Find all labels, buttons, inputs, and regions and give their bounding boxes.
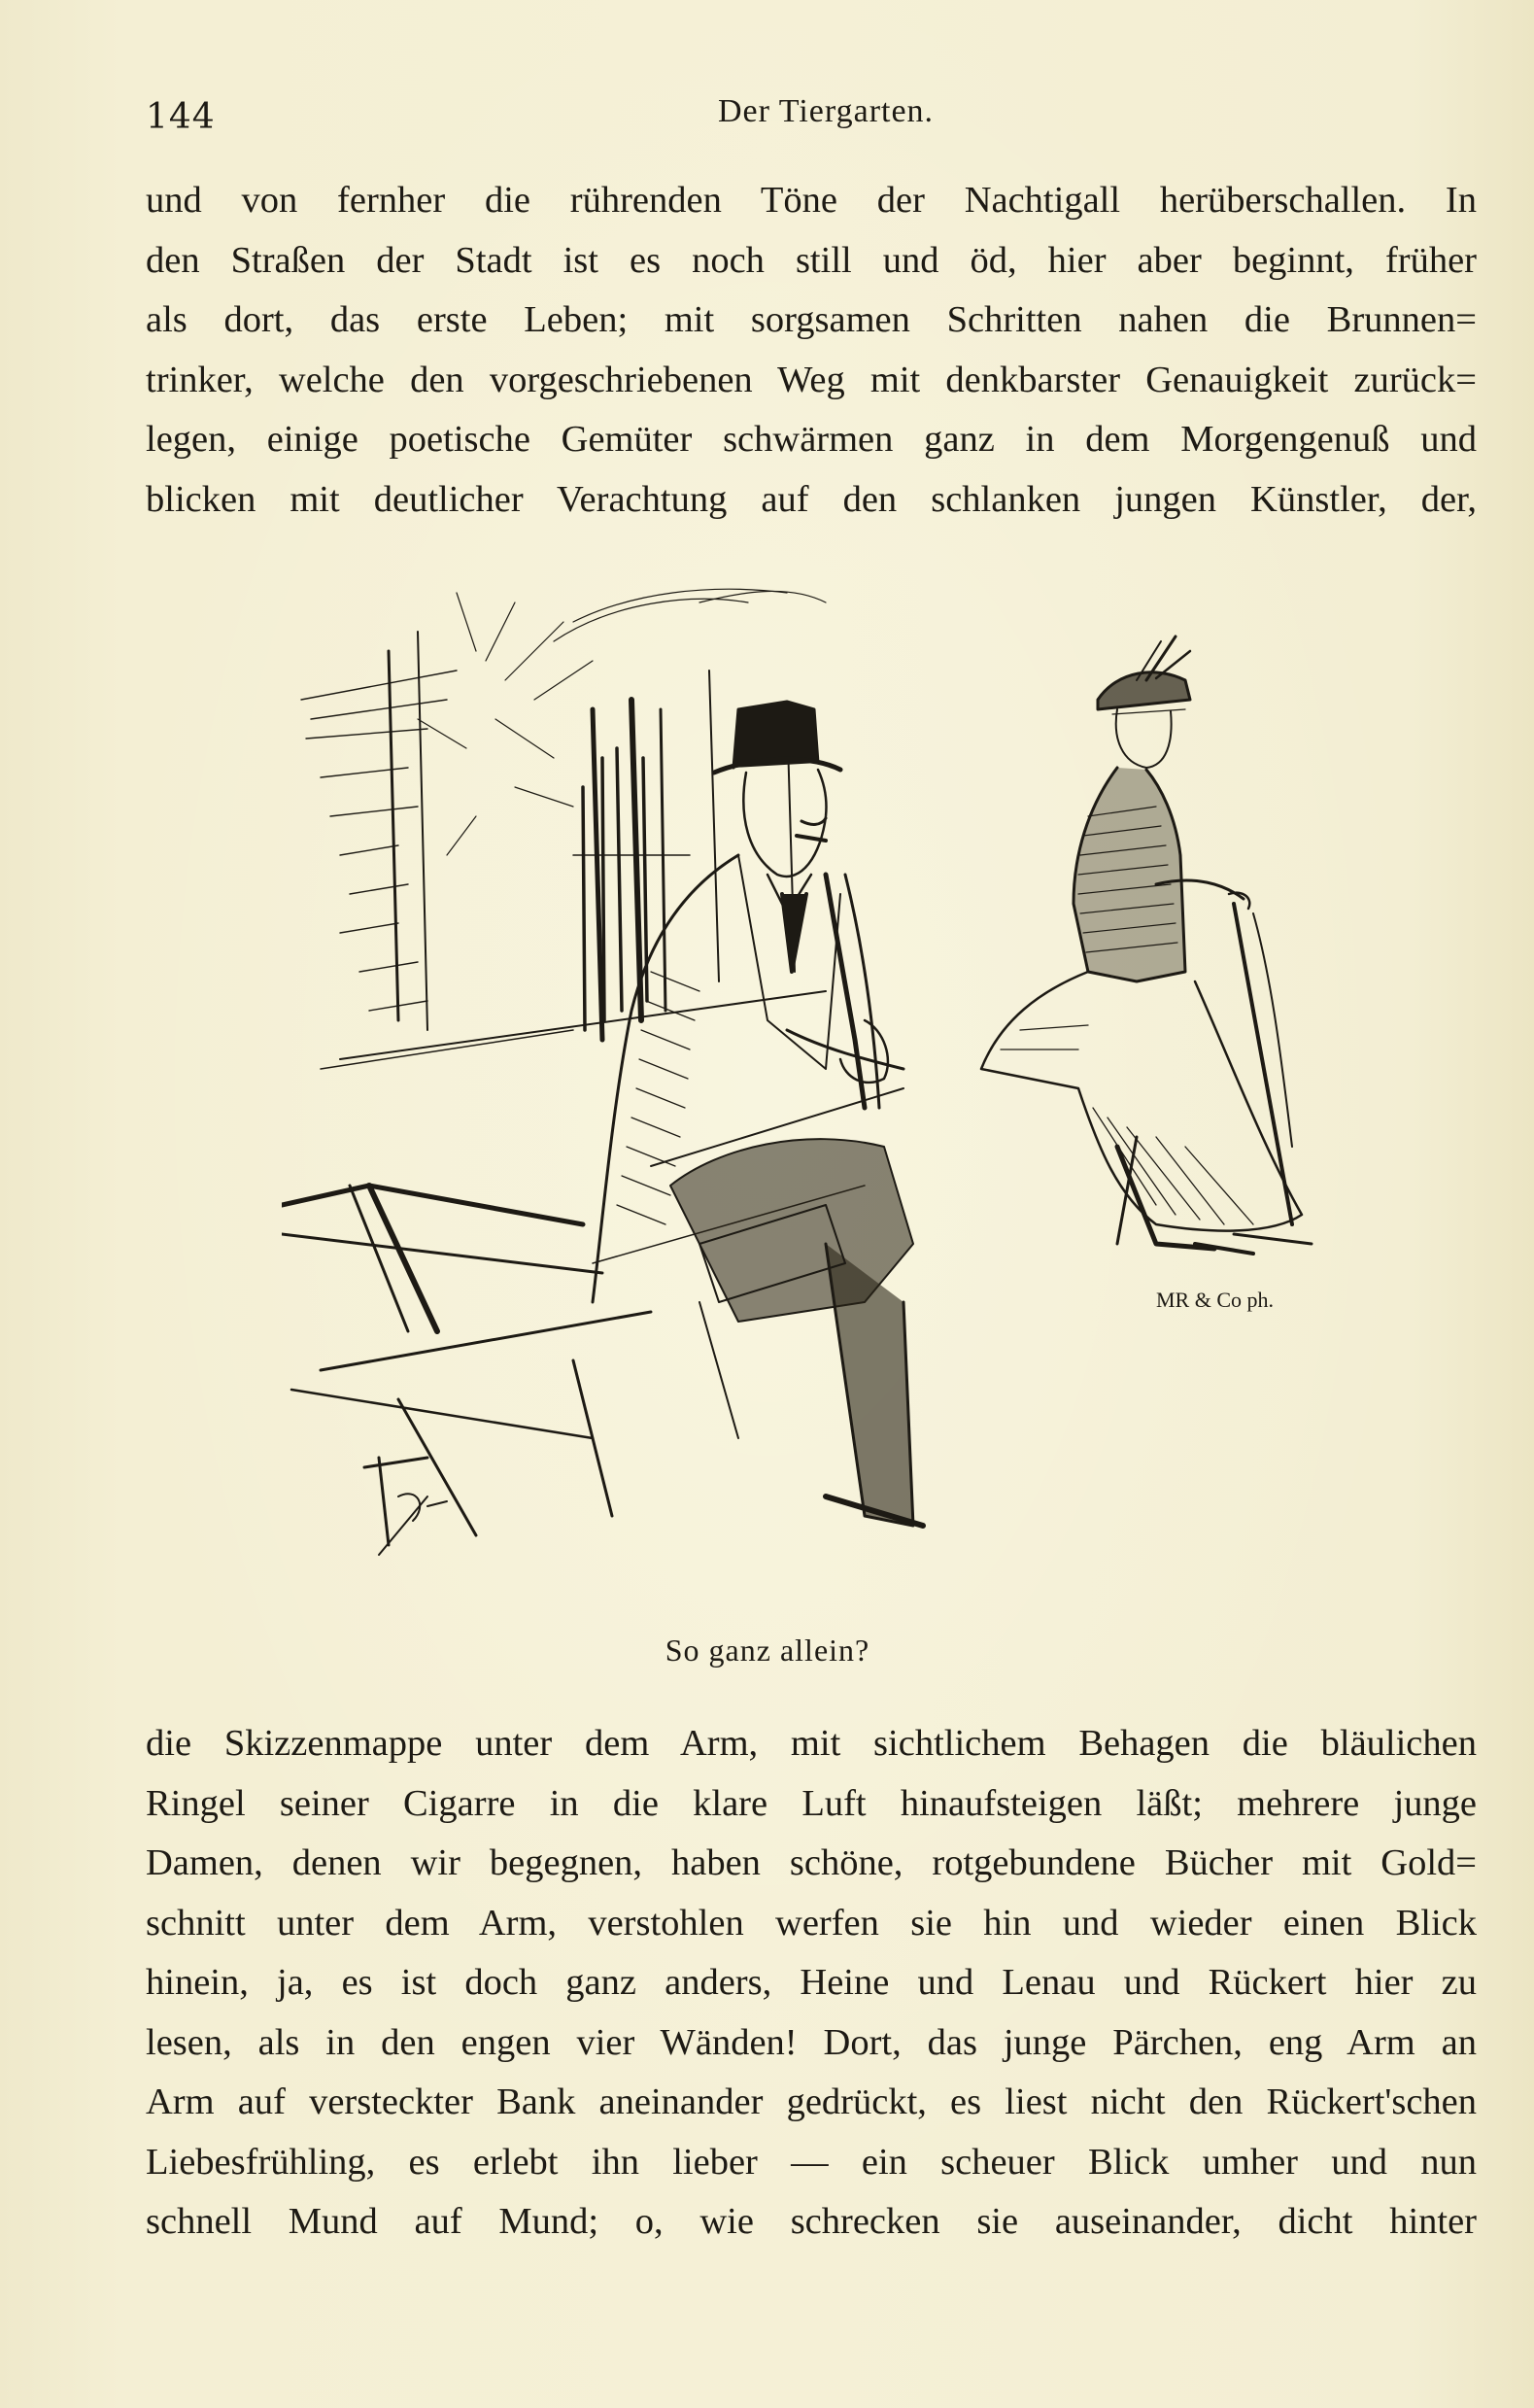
text-line: blicken mit deutlicher Verachtung auf den schlanken jungen Künstler, der, — [146, 478, 1477, 520]
text-line: lesen, als in den engen vier Wänden! Dort, das junge Pärchen, eng Arm an — [146, 2021, 1477, 2063]
engraver-mark: MR & Co ph. — [1156, 1288, 1275, 1312]
bottom-paragraph — [146, 1714, 1477, 2253]
page-number: 144 — [146, 97, 216, 137]
artist-monogram — [364, 1458, 447, 1545]
text-line: und von fernher die rührenden Töne der Nachtigall herüberschallen. In — [146, 180, 1477, 221]
page-header — [146, 89, 1477, 148]
text-line: als dort, das erste Leben; mit sorgsamen Schritten nahen die Brunnen= — [146, 299, 1477, 340]
text-line: schnitt unter dem Arm, verstohlen werfen sie hin und wieder einen Blick — [146, 1902, 1477, 1944]
illustration-caption: So ganz allein? — [665, 1633, 870, 1668]
text-line: hinein, ja, es ist doch ganz anders, Heine und Lenau und Rückert hier zu — [146, 1962, 1477, 2003]
text-line: legen, einige poetische Gemüter schwärmen ganz in dem Morgengenuß und — [146, 419, 1477, 460]
text-line: Damen, denen wir begegnen, haben schöne, rotgebundene Bücher mit Gold= — [146, 1842, 1477, 1883]
text-line: Arm auf versteckter Bank aneinander gedrückt, es liest nicht den Rückert'schen — [146, 2081, 1477, 2122]
text-line: schnell Mund auf Mund; o, wie schrecken sie auseinander, dicht hinter — [146, 2201, 1477, 2242]
text-line: trinker, welche den vorgeschriebenen Weg mit denkbarster Genauigkeit zurück= — [146, 359, 1477, 400]
text-line: den Straßen der Stadt ist es noch still und öd, hier aber beginnt, früher — [146, 239, 1477, 281]
text-line: Ringel seiner Cigarre in die klare Luft hinaufsteigen läßt; mehrere junge — [146, 1782, 1477, 1824]
top-paragraph — [146, 171, 1477, 530]
illustration-park-scene — [282, 564, 1360, 1613]
walking-woman-figure — [981, 636, 1312, 1254]
text-line: Liebesfrühling, es erlebt ihn lieber — ein scheuer Blick umher und nun — [146, 2141, 1477, 2183]
text-line: die Skizzenmappe unter dem Arm, mit sichtlichem Behagen die bläulichen — [146, 1723, 1477, 1764]
seated-man-figure — [593, 702, 923, 1526]
engraving-drawing — [282, 564, 1360, 1613]
running-head: Der Tiergarten. — [717, 93, 935, 129]
